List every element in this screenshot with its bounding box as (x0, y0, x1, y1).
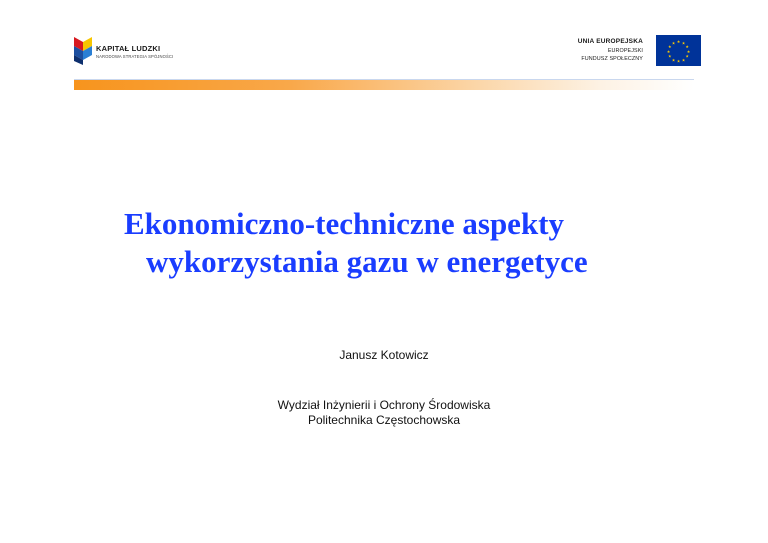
svg-text:★: ★ (676, 58, 681, 64)
title-line-2: wykorzystania gazu w energetyce (146, 244, 588, 279)
kapital-ludzki-name: KAPITAŁ LUDZKI (96, 44, 161, 53)
eu-line-european: EUROPEJSKI (607, 47, 643, 54)
kapital-ludzki-logo (74, 37, 184, 67)
svg-text:★: ★ (685, 53, 689, 59)
affiliation-university: Politechnika Częstochowska (307, 413, 461, 427)
header-gradient-bar (74, 80, 694, 90)
svg-text:★: ★ (671, 40, 676, 46)
affiliation (0, 398, 768, 428)
svg-text:★: ★ (676, 39, 681, 44)
svg-text:★: ★ (671, 57, 676, 63)
svg-text:★: ★ (668, 43, 672, 49)
affiliation-department: Wydział Inżynierii i Ochrony Środowiska (277, 398, 491, 412)
eu-flag-icon (656, 35, 701, 66)
svg-text:★: ★ (686, 48, 691, 54)
svg-text:★: ★ (685, 43, 689, 49)
kapital-ludzki-logo-icon (74, 37, 92, 65)
svg-text:★: ★ (666, 48, 671, 54)
svg-text:★: ★ (681, 40, 686, 46)
eu-fund-text (578, 38, 643, 64)
kapital-ludzki-subtitle: NARODOWA STRATEGIA SPÓJNOŚCI (96, 54, 174, 59)
svg-text:★: ★ (668, 53, 672, 59)
svg-text:★: ★ (681, 57, 686, 63)
eu-line-union: UNIA EUROPEJSKA (577, 38, 643, 45)
author-name: Janusz Kotowicz (339, 348, 429, 362)
eu-line-social-fund: FUNDUSZ SPOŁECZNY (581, 56, 643, 62)
title-line-1: Ekonomiczno-techniczne aspekty (124, 206, 565, 241)
